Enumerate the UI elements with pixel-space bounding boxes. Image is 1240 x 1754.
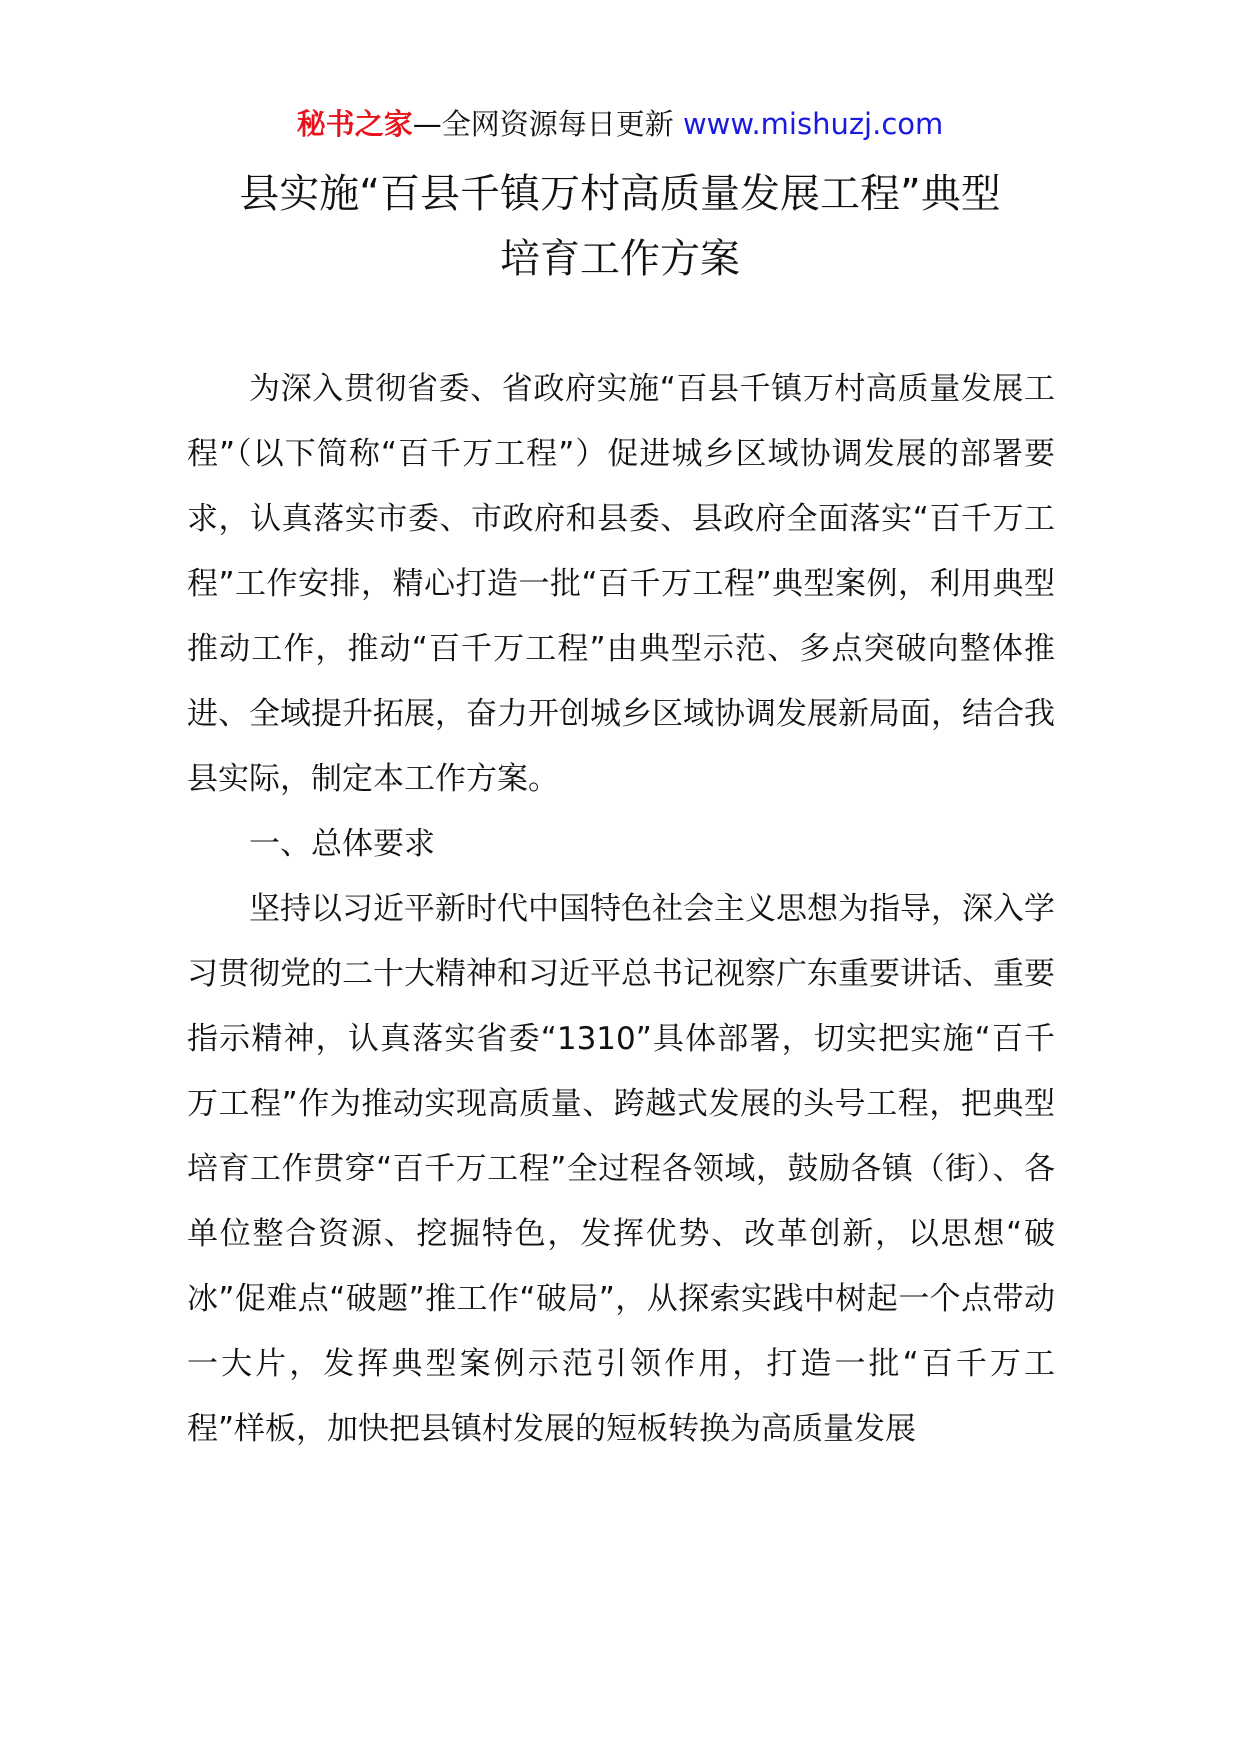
section-1-paragraph: 坚持以习近平新时代中国特色社会主义思想为指导，深入学习贯彻党的二十大精神和习近平总书记视察广东重要讲话、重要指示精神，认真落实省委“1310”具体部署，切实把实施“百千万工程”作为推动实现高质量、跨越式发展的头号工程，把典型培育工作贯穿“百千万工程”全过程各领域，鼓励各镇（街）、各单位整合资源、挖掘特色，发挥优势、改革创新，以思想“破冰”促难点“破题”推工作“破局”，从探索实践中树起一个点带动一大片，发挥典型案例示范引领作用，打造一批“百千万工程”样板，加快把县镇村发展的短板转换为高质量发展 [187, 891, 1055, 1447]
section-heading-overall-requirements: 一、总体要求 [249, 826, 435, 862]
site-brand: 秘书之家 [296, 107, 413, 141]
document-title [0, 162, 1240, 292]
site-banner [0, 104, 1240, 144]
site-tagline: —全网资源每日更新 [412, 107, 683, 141]
document-title-line-2: 培育工作方案 [500, 236, 740, 282]
intro-paragraph: 为深入贯彻省委、省政府实施“百县千镇万村高质量发展工程”（以下简称“百千万工程”）促进城乡区域协调发展的部署要求，认真落实市委、市政府和县委、县政府全面落实“百千万工程”工作安排，精心打造一批“百千万工程”典型案例，利用典型推动工作，推动“百千万工程”由典型示范、多点突破向整体推进、全域提升拓展，奋力开创城乡区域协调发展新局面，结合我县实际，制定本工作方案。 [187, 371, 1055, 797]
document-body [187, 357, 1055, 1462]
document-title-line-1: 县实施“百县千镇万村高质量发展工程”典型 [239, 171, 1001, 217]
site-url-link[interactable]: www.mishuzj.com [682, 107, 944, 141]
